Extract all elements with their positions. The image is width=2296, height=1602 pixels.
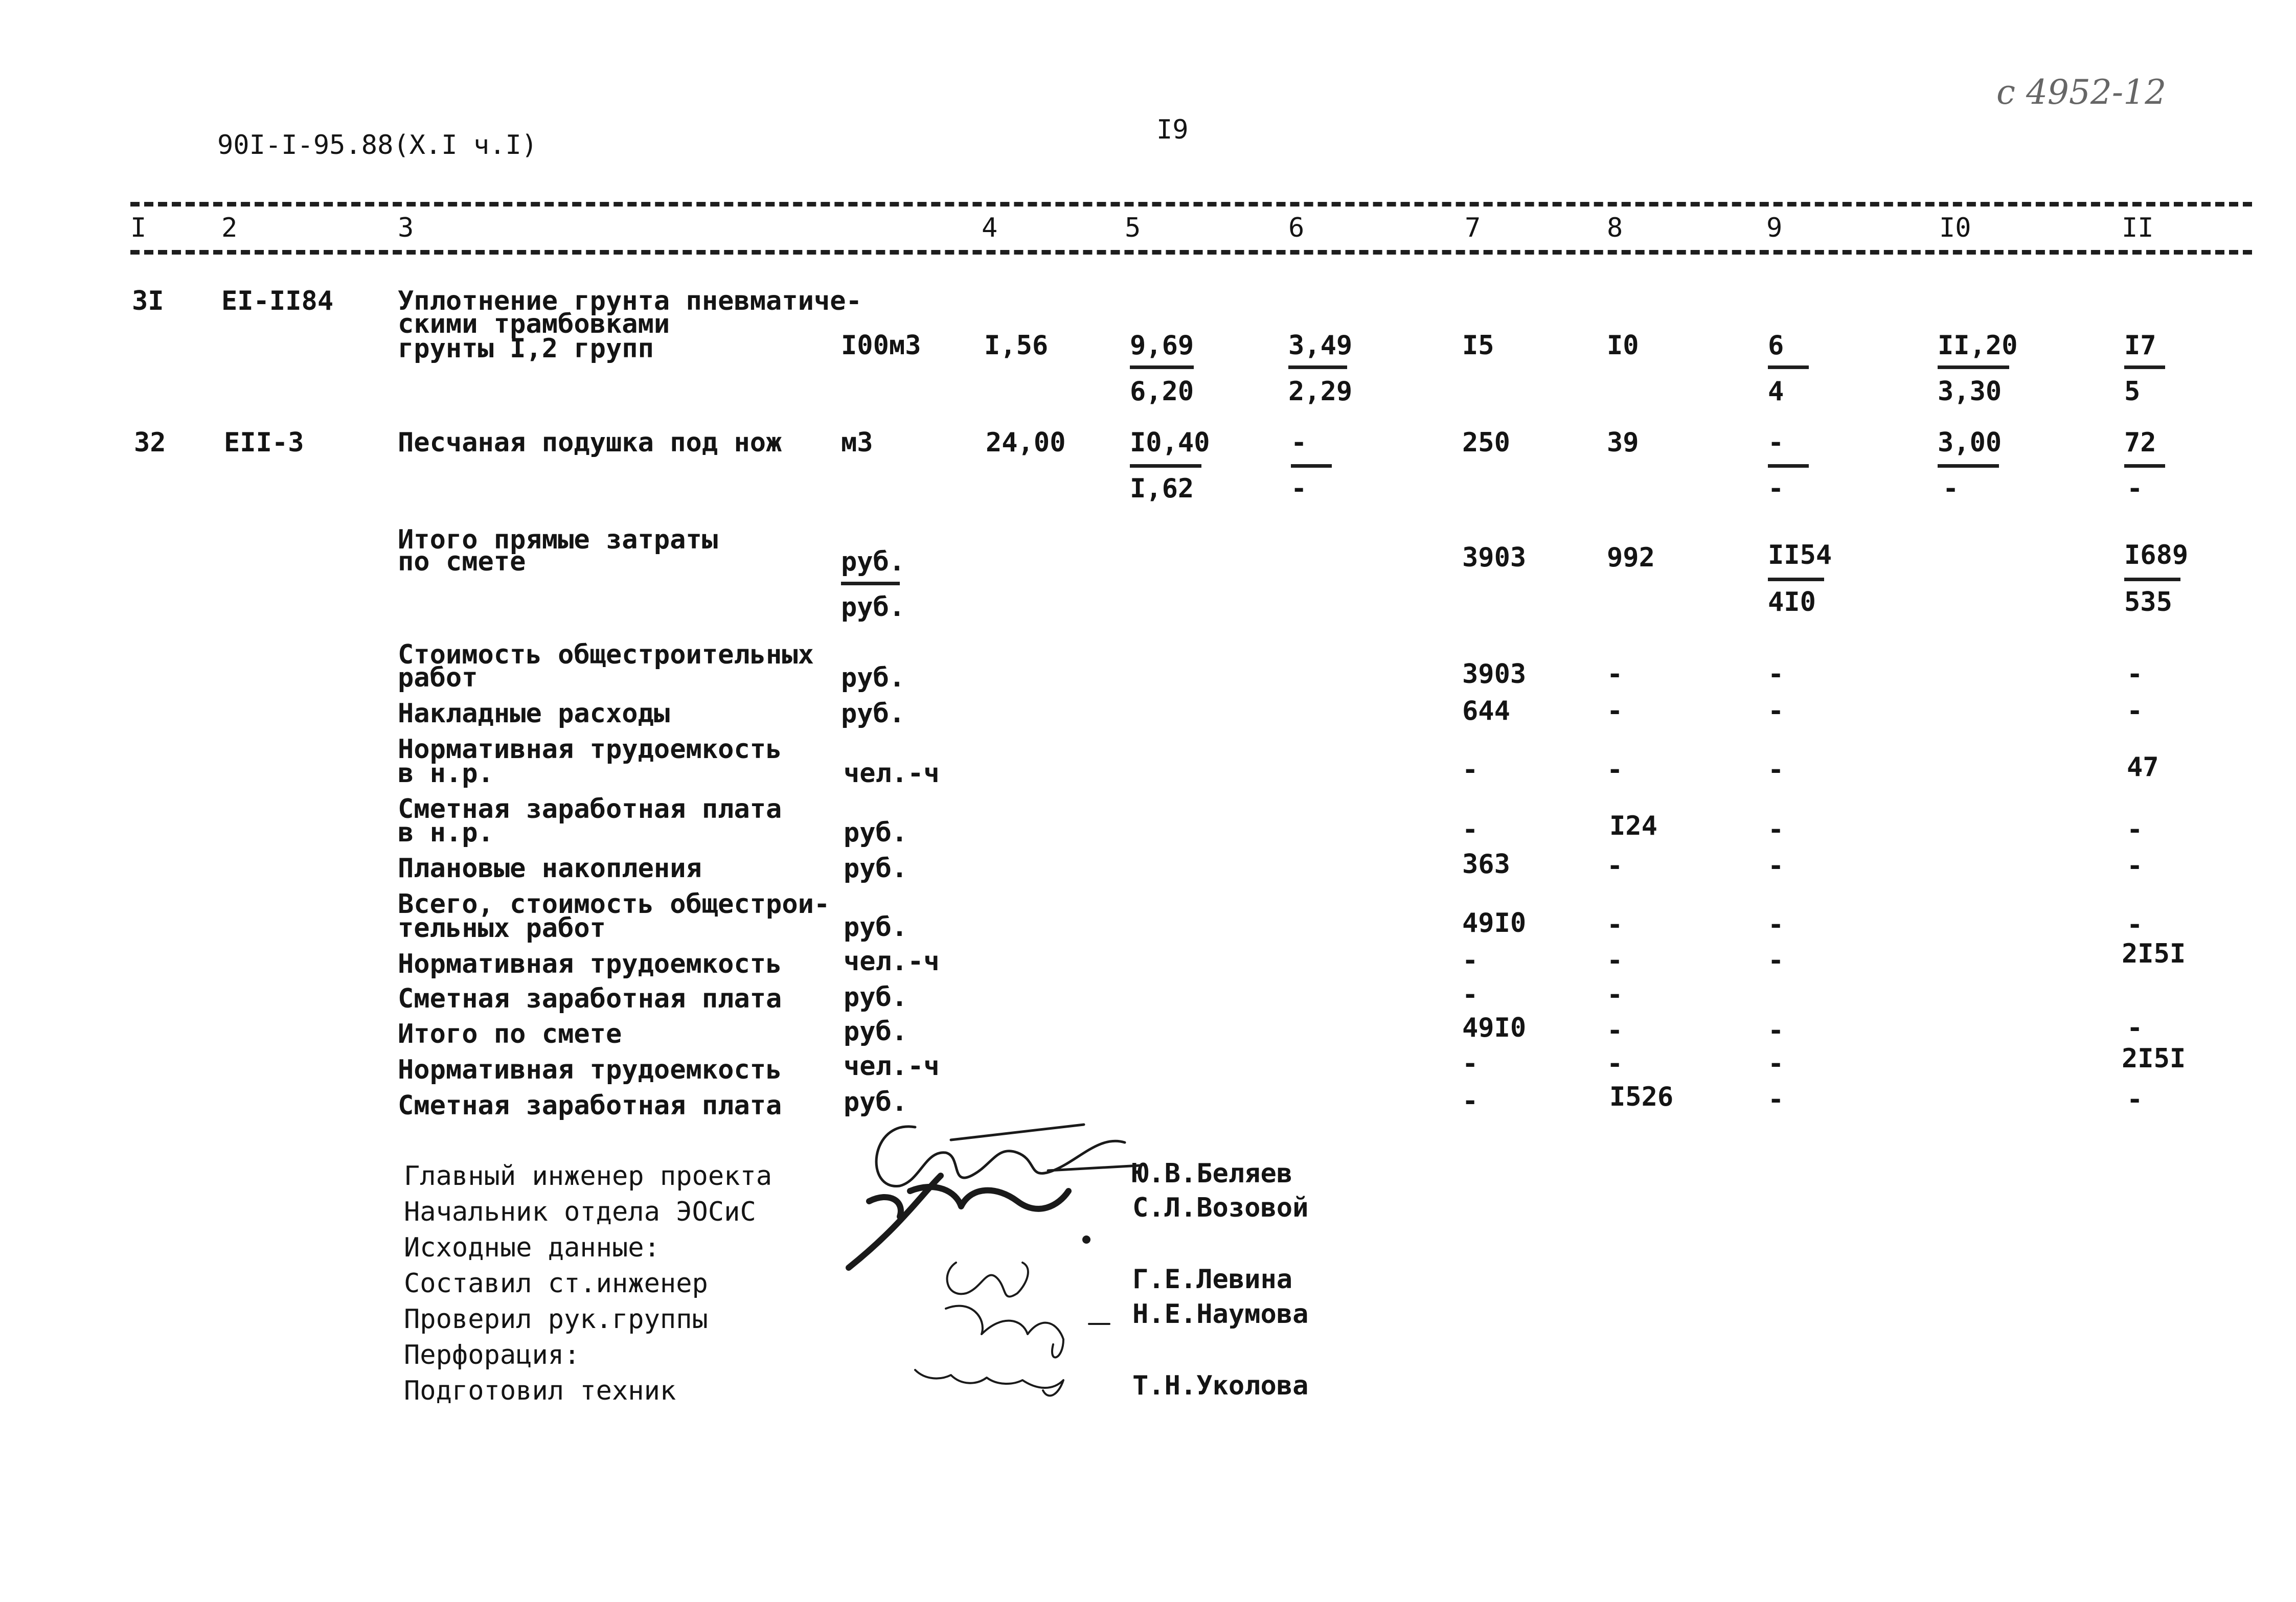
wage-overhead-col11: - xyxy=(2127,814,2143,845)
row-32-code: EII-3 xyxy=(224,427,304,458)
direct-costs-col9-bottom: 4I0 xyxy=(1768,587,1816,617)
general-works-unit: руб. xyxy=(841,662,905,693)
sig-role-source-data: Исходные данные: xyxy=(404,1232,660,1263)
estimate-wage-col11: - xyxy=(2127,1084,2143,1115)
row-31-col11-top: I7 xyxy=(2124,330,2156,361)
labor-overhead-label-line2: в н.р. xyxy=(398,758,494,789)
planned-savings-unit: руб. xyxy=(844,853,908,884)
wage-overhead-col8: I24 xyxy=(1609,811,1657,841)
document-code: 90I-I-95.88(X.I ч.I) xyxy=(217,130,538,161)
estimate-total-label: Итого по смете xyxy=(398,1019,622,1049)
wage-overhead-col9: - xyxy=(1768,814,1784,845)
row-31-col10-bottom: 3,30 xyxy=(1938,376,2002,407)
estimate-wage-col7: - xyxy=(1462,1086,1479,1116)
overhead-col8: - xyxy=(1607,696,1623,726)
estimate-wage-label: Сметная заработная плата xyxy=(398,1090,782,1121)
row-31-col8: I0 xyxy=(1607,330,1639,361)
row-31-number: 3I xyxy=(132,286,164,316)
sig-role-chief-engineer: Главный инженер проекта xyxy=(404,1161,772,1192)
overhead-col11: - xyxy=(2127,696,2143,726)
signature-naumova xyxy=(946,1306,1109,1358)
sig-name-compiler: Г.Е.Левина xyxy=(1132,1264,1293,1295)
signature-levina xyxy=(947,1263,1028,1297)
labor-overhead-col9: - xyxy=(1768,754,1784,785)
total-general-col11: - xyxy=(2127,909,2143,940)
labor-col11: 2I5I xyxy=(2122,939,2186,969)
col-header-2: 2 xyxy=(221,213,238,243)
general-works-col9: - xyxy=(1768,659,1784,690)
estimate-total-unit: руб. xyxy=(844,1016,908,1047)
sig-role-perforation: Перфорация: xyxy=(404,1340,580,1370)
general-works-col11: - xyxy=(2127,659,2143,690)
signature-belyaev xyxy=(876,1125,1140,1186)
row-32-quantity: 24,00 xyxy=(986,427,1066,458)
estimate-labor-unit: чел.-ч xyxy=(844,1051,940,1082)
row-32-col8: 39 xyxy=(1607,427,1639,458)
col-header-8: 8 xyxy=(1607,213,1623,243)
labor-overhead-col11: 47 xyxy=(2127,752,2159,783)
row-32-col7: 250 xyxy=(1462,427,1510,458)
total-general-col7: 49I0 xyxy=(1462,908,1527,939)
row-32-col9-top: - xyxy=(1768,427,1784,458)
wage-overhead-label-line2: в н.р. xyxy=(398,817,494,848)
labor-unit: чел.-ч xyxy=(844,946,940,977)
direct-costs-col11-top: I689 xyxy=(2124,540,2189,570)
general-works-label-line2: работ xyxy=(398,662,478,693)
row-31-col7: I5 xyxy=(1462,330,1494,361)
estimate-total-col11: - xyxy=(2127,1013,2143,1043)
col-header-10: I0 xyxy=(1939,213,1971,243)
row-31-name-line1: Уплотнение грунта пневматиче- xyxy=(398,286,862,316)
col-header-3: 3 xyxy=(398,213,414,243)
planned-savings-label: Плановые накопления xyxy=(398,853,702,884)
estimate-wage-col8: I526 xyxy=(1609,1082,1674,1112)
direct-costs-unit-bottom: руб. xyxy=(841,592,905,623)
col-header-1: I xyxy=(130,213,147,243)
row-31-col9-bottom: 4 xyxy=(1768,376,1784,407)
wage-overhead-unit: руб. xyxy=(844,817,908,848)
estimate-wage-unit: руб. xyxy=(844,1087,908,1117)
signature-ukolova xyxy=(915,1370,1063,1395)
sig-role-department-head: Начальник отдела ЭОСиС xyxy=(404,1197,756,1227)
estimate-labor-col7: - xyxy=(1462,1048,1479,1079)
total-general-col9: - xyxy=(1768,909,1784,940)
planned-savings-col11: - xyxy=(2127,851,2143,881)
overhead-unit: руб. xyxy=(841,698,905,729)
wage-col8: - xyxy=(1607,979,1623,1010)
row-32-col6-bottom: - xyxy=(1291,473,1307,504)
col-header-7: 7 xyxy=(1465,213,1481,243)
total-general-label-line2: тельных работ xyxy=(398,913,606,944)
row-32-unit: м3 xyxy=(841,427,873,458)
overhead-col9: - xyxy=(1768,696,1784,726)
col-header-6: 6 xyxy=(1288,213,1305,243)
direct-costs-label-line1: Итого прямые затраты xyxy=(398,524,718,555)
general-works-col7: 3903 xyxy=(1462,659,1527,690)
row-31-col5-top: 9,69 xyxy=(1130,330,1194,361)
page-number: I9 xyxy=(1156,115,1189,145)
general-works-label-line1: Стоимость общестроительных xyxy=(398,639,814,670)
row-32-number: 32 xyxy=(134,427,166,458)
row-31-name-line2: скими трамбовками xyxy=(398,309,670,339)
row-31-col6-bottom: 2,29 xyxy=(1288,376,1353,407)
estimate-wage-col9: - xyxy=(1768,1084,1784,1115)
row-31-code: EI-II84 xyxy=(221,286,334,316)
planned-savings-col7: 363 xyxy=(1462,849,1510,880)
wage-label: Сметная заработная плата xyxy=(398,983,782,1014)
total-general-col8: - xyxy=(1607,909,1623,940)
sig-role-compiler: Составил ст.инженер xyxy=(404,1268,708,1299)
wage-col7: - xyxy=(1462,979,1479,1010)
total-general-label-line1: Всего, стоимость общестрои- xyxy=(398,889,830,920)
row-31-col9-top: 6 xyxy=(1768,330,1784,361)
direct-costs-col9-top: II54 xyxy=(1768,540,1832,570)
sig-name-reviewer: Н.Е.Наумова xyxy=(1132,1299,1309,1330)
direct-costs-col8: 992 xyxy=(1607,542,1655,573)
wage-overhead-label-line1: Сметная заработная плата xyxy=(398,794,782,825)
direct-costs-unit-top: руб. xyxy=(841,546,905,577)
labor-col8: - xyxy=(1607,945,1623,976)
labor-col7: - xyxy=(1462,945,1479,976)
estimate-total-col9: - xyxy=(1768,1015,1784,1046)
sig-role-reviewer: Проверил рук.группы xyxy=(404,1304,708,1335)
row-32-col5-bottom: I,62 xyxy=(1130,473,1194,504)
col-header-5: 5 xyxy=(1125,213,1141,243)
wage-unit: руб. xyxy=(844,982,908,1013)
row-32-col5-top: I0,40 xyxy=(1130,427,1210,458)
archive-stamp: с 4952-12 xyxy=(1996,73,2167,112)
col-header-9: 9 xyxy=(1766,213,1783,243)
row-32-name: Песчаная подушка под нож xyxy=(398,427,782,458)
planned-savings-col8: - xyxy=(1607,851,1623,881)
estimate-labor-col11: 2I5I xyxy=(2122,1043,2186,1074)
row-32-col11-top: 72 xyxy=(2124,427,2156,458)
total-general-unit: руб. xyxy=(844,912,908,943)
sig-name-chief-engineer: Ю.В.Беляев xyxy=(1132,1158,1293,1189)
planned-savings-col9: - xyxy=(1768,851,1784,881)
row-32-col11-bottom: - xyxy=(2127,473,2143,504)
row-31-col5-bottom: 6,20 xyxy=(1130,376,1194,407)
sig-name-technician: Т.Н.Уколова xyxy=(1132,1370,1309,1401)
row-32-col10-top: 3,00 xyxy=(1938,427,2002,458)
row-31-unit: I00м3 xyxy=(841,330,921,361)
labor-label: Нормативная трудоемкость xyxy=(398,949,782,979)
sig-name-department-head: С.Л.Возовой xyxy=(1132,1193,1309,1223)
estimate-labor-col8: - xyxy=(1607,1048,1623,1079)
estimate-labor-label: Нормативная трудоемкость xyxy=(398,1055,782,1085)
estimate-labor-col9: - xyxy=(1768,1048,1784,1079)
estimate-total-col8: - xyxy=(1607,1015,1623,1046)
row-31-name-line3: грунты I,2 групп xyxy=(398,333,654,364)
row-32-col10-bottom: - xyxy=(1943,473,1959,504)
col-header-4: 4 xyxy=(982,213,998,243)
row-32-col6-top: - xyxy=(1291,427,1307,458)
labor-overhead-col8: - xyxy=(1607,754,1623,785)
row-31-col11-bottom: 5 xyxy=(2124,376,2141,407)
col-header-11: II xyxy=(2122,213,2154,243)
overhead-col7: 644 xyxy=(1462,696,1510,726)
general-works-col8: - xyxy=(1607,659,1623,690)
estimate-total-col7: 49I0 xyxy=(1462,1013,1527,1043)
labor-overhead-col7: - xyxy=(1462,754,1479,785)
row-31-col10-top: II,20 xyxy=(1938,330,2018,361)
overhead-label: Накладные расходы xyxy=(398,698,670,729)
labor-col9: - xyxy=(1768,945,1784,976)
row-32-col9-bottom: - xyxy=(1768,473,1784,504)
row-31-col6-top: 3,49 xyxy=(1288,330,1353,361)
wage-overhead-col7: - xyxy=(1462,814,1479,845)
labor-overhead-label-line1: Нормативная трудоемкость xyxy=(398,734,782,765)
sig-role-technician: Подготовил техник xyxy=(404,1376,676,1406)
labor-overhead-unit: чел.-ч xyxy=(844,758,940,789)
direct-costs-label-line2: по смете xyxy=(398,546,526,577)
signature-vozovoy-dot xyxy=(1082,1235,1090,1244)
signature-vozovoy xyxy=(849,1176,1069,1268)
row-31-quantity: I,56 xyxy=(984,330,1049,361)
direct-costs-col7: 3903 xyxy=(1462,542,1527,573)
direct-costs-col11-bottom: 535 xyxy=(2124,587,2172,617)
